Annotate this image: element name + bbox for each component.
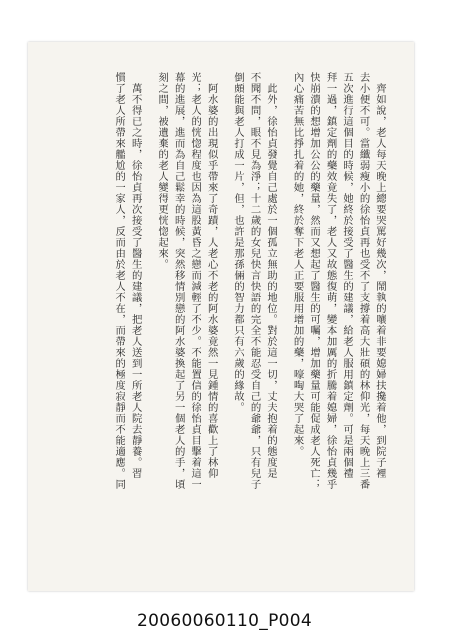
text-column: 刻之間，被遺棄的老人變得更恍惚起來。 xyxy=(156,72,169,270)
paragraph-gap xyxy=(146,72,152,572)
text-column: 阿水婆的出現似乎帶來了奇蹟，人老心不老的阿水婆竟然一見鍾情的喜歡上了林仰 xyxy=(205,72,218,479)
paragraph-gap xyxy=(281,72,287,572)
vertical-text-body xyxy=(48,72,386,572)
text-column: 幕的進展，進而為自己鬆幸的時候，突然移情別戀的阿水婆換起了另一個老人的手，頃 xyxy=(172,72,185,490)
text-column: 光；老人的恍惚程度也因為這股黃昏之戀而減輕了不少。不能置信的徐怡貞目擊着這一 xyxy=(189,72,202,490)
text-column: 慣了老人所帶來艦尬的一家人，反而由於老人不在，而帶來的極度寂靜而不能適應。同 xyxy=(113,72,126,490)
document-page xyxy=(28,42,414,591)
text-column: 萬不得已之時，徐怡貞再次接受了醫生的建議，把老人送到一所老人院去靜養。習 xyxy=(129,72,142,479)
text-column: 拜一過，鎮定劑的藥效竟失了，老人又故態復萌，變本加厲的折騰着媳婦，徐怡貞幾乎 xyxy=(324,72,337,490)
archive-id-caption: 20060060110_P004 xyxy=(137,611,312,631)
text-column: 內心痛苦無比掙扎着的她，終於奪下老人正要服用增加的藥，嚎啕大哭了起來。 xyxy=(291,72,304,457)
text-column: 倒頗能與老人打成一片，但，也許是那孫倆的智力都只有六歲的緣故。 xyxy=(232,72,245,413)
text-column: 去小便不可。當纖弱瘦小的徐怡貞再也受不了支撐着高大壯碩的林仰光，每天晚上三番 xyxy=(357,72,370,490)
text-column: 快崩潰的想增加公公的藥量，然而又想起了醫生的可囑，增加藥量可能促成老人死亡； xyxy=(308,72,321,490)
text-column: 五次進行這個目的時候，她終於接受了醫生的建議，給老人服用鎮定劑。可是兩個禮 xyxy=(341,72,354,479)
text-column: 此外，徐怡貞發覺自己處於一個孤立無助的地位。對於這一切，丈夫抱着的態度是 xyxy=(265,72,278,479)
text-column: 齊如說，老人每天晚上總要哭罵好幾次，鬧執的嚷着非要媳婦扶攙着他，到院子裡 xyxy=(374,72,386,479)
text-column: 不聞不問，眼不見為淨；十二歲的女兒快言快語的完全不能忍受自己的爺爺，只有兒子 xyxy=(248,72,261,490)
paragraph-gap xyxy=(222,72,228,572)
